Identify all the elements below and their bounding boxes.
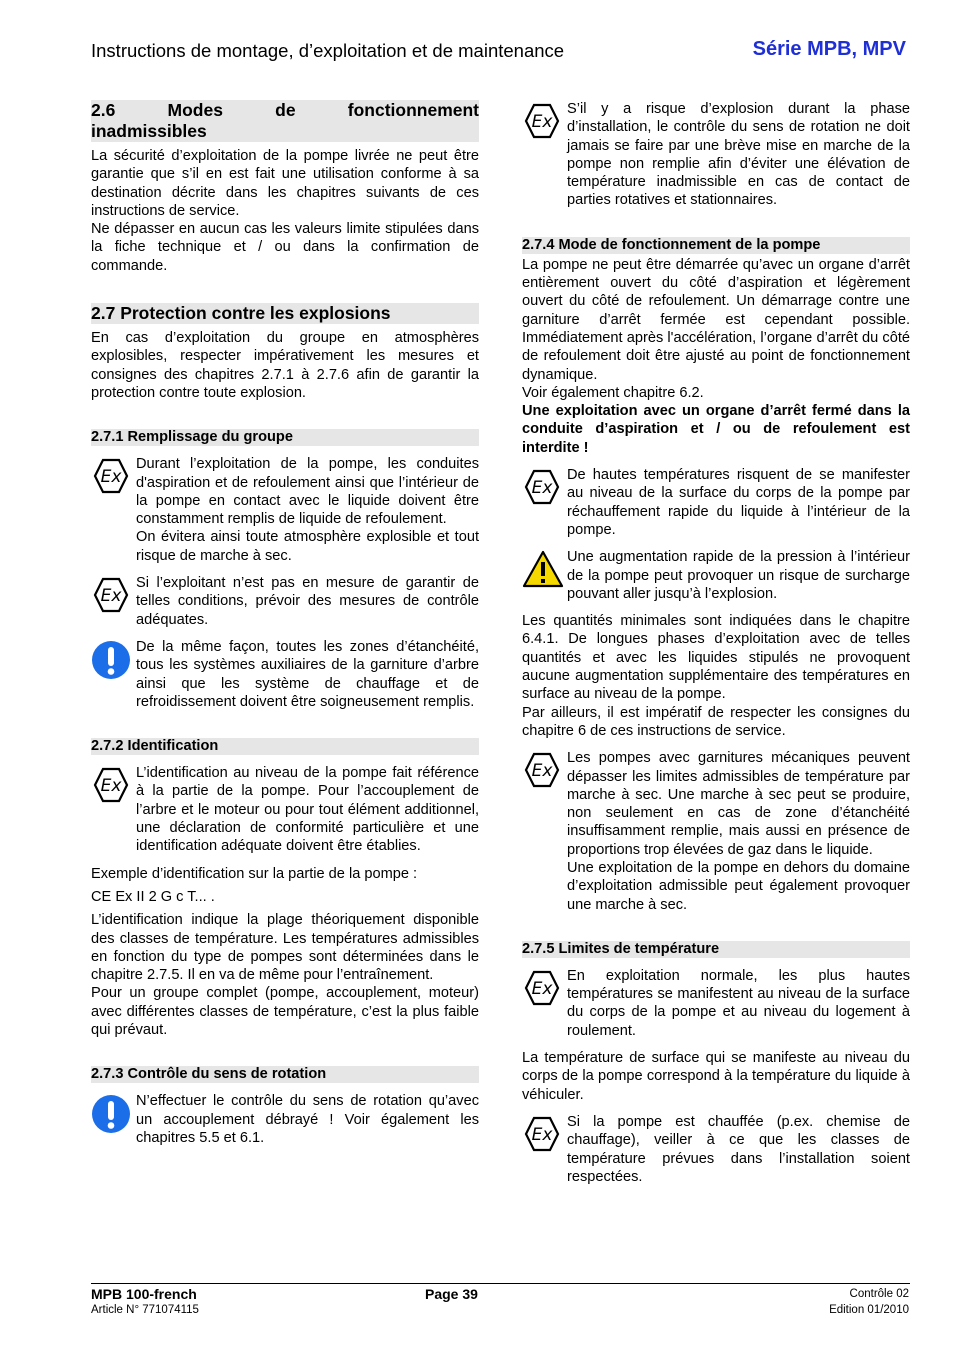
- svg-text:Ex: Ex: [100, 586, 122, 607]
- footer-edition: Edition 01/2010: [829, 1304, 909, 1316]
- paragraph: On évitera ainsi toute atmosphère explosible et tout risque de marche à sec.: [136, 529, 479, 564]
- paragraph: CE Ex II 2 G c T... .: [91, 888, 215, 905]
- footer-control: Contrôle 02: [849, 1288, 909, 1300]
- heading-2-7-3: 2.7.3 Contrôle du sens de rotation: [91, 1066, 479, 1083]
- paragraph: L’identification au niveau de la pompe fait référence à la partie de la pompe. Pour l’accouplement de l’arbre et le moteur ou pour tout élément additionnel, une déclaration de conformité particulière et une identification adéquate doivent être établies.: [136, 765, 479, 855]
- warning-triangle-icon: [522, 550, 564, 588]
- svg-text:Ex: Ex: [531, 978, 553, 999]
- heading-2-7: 2.7 Protection contre les explosions: [91, 303, 479, 324]
- ex-note: [91, 764, 479, 855]
- paragraph: Par ailleurs, il est impératif de respecter les consignes du chapitre 6 de ces instructions de service.: [522, 704, 910, 739]
- paragraph: Exemple d’identification sur la partie de la pompe :: [91, 865, 418, 882]
- heading-2-6: 2.6 Modes de fonctionnement inadmissibles: [91, 100, 479, 141]
- ex-note: [522, 466, 910, 539]
- paragraph: Pour un groupe complet (pompe, accouplement, moteur) avec différentes classes de température, c’est la plus faible qui prévaut.: [91, 985, 479, 1038]
- ex-note: [522, 1113, 910, 1186]
- exclamation-info-icon: [91, 640, 131, 680]
- paragraph: S’il y a risque d’explosion durant la phase d’installation, le contrôle du sens de rotation ne doit jamais se faire par une brève mise en marche de la pompe non remplie afin d’éviter une élévation de température inadmissible en cas de contact de parties rotatives et stationnaires.: [567, 101, 910, 209]
- right-column: [522, 100, 910, 1186]
- paragraph: La sécurité d’exploitation de la pompe livrée ne peut être garantie que s’il en est fait une utilisation conforme à sa destination décrite dans les chapitres suivants de ces instructions de service.: [91, 148, 479, 219]
- ex-icon: [91, 457, 131, 495]
- ex-icon: [522, 969, 562, 1007]
- ex-note: [522, 967, 910, 1040]
- paragraph: Si l’exploitant n’est pas en mesure de garantir de telles conditions, prévoir des mesures de contrôle adéquates.: [136, 575, 479, 628]
- warning-note: [522, 548, 910, 603]
- footer-page: Page 39: [425, 1286, 478, 1302]
- svg-text:Ex: Ex: [531, 1124, 553, 1145]
- footer-doc: MPB 100-french: [91, 1286, 197, 1302]
- heading-2-7-1: 2.7.1 Remplissage du groupe: [91, 429, 479, 446]
- ex-icon: [91, 576, 131, 614]
- heading-2-7-4: 2.7.4 Mode de fonctionnement de la pompe: [522, 237, 910, 254]
- paragraph: L’identification indique la plage théoriquement disponible des classes de température. Les températures admissibles en fonction du type de pompes sont déterminées dans le chapitre 2.7.5. Il en va de même pour l’entraînement.: [91, 912, 479, 984]
- ex-note: [522, 749, 910, 914]
- ex-icon: [522, 102, 562, 140]
- paragraph: Durant l’exploitation de la pompe, les conduites d'aspiration et de refoulement ainsi que l’intérieur de la pompe en contact avec le liquide doivent être constamment remplis de liquide de refoulement.: [136, 456, 479, 528]
- paragraph: En exploitation normale, les plus hautes températures se manifestent au niveau de la surface du corps de la pompe et au niveau du logement à roulement.: [567, 967, 910, 1039]
- paragraph: Une augmentation rapide de la pression à l’intérieur de la pompe peut provoquer un risque de surcharge pouvant aller jusqu’à l’explosion.: [567, 549, 910, 602]
- ex-icon: [522, 751, 562, 789]
- paragraph: Ne dépasser en aucun cas les valeurs limite stipulées dans la fiche technique et / ou dans la confirmation de commande.: [91, 221, 479, 274]
- paragraph: Les quantités minimales sont indiquées dans le chapitre 6.4.1. De longues phases d’exploitation avec de telles quantités et avec les liquides stipulés ne provoquent aucune augmentation supplémentaire des températures en surface au niveau de la pompe.: [522, 613, 910, 703]
- exclamation-info-icon: [91, 1094, 131, 1134]
- footer-article: Article N° 771074115: [91, 1304, 199, 1316]
- paragraph: La pompe ne peut être démarrée qu’avec un organe d’arrêt entièrement ouvert du côté d’aspiration et légèrement ouvert du côté de refoulement. Un démarrage contre une garniture d’arrêt fermée est cependant possible. Immédiatement après l'accélération, l’organe d’arrêt du côté de refoulement doit être ajusté au point de fonctionnement dynamique.: [522, 256, 910, 383]
- svg-text:Ex: Ex: [100, 776, 122, 797]
- paragraph: N’effectuer le contrôle du sens de rotation qu’avec un accouplement débrayé ! Voir également les chapitres 5.5 et 6.1.: [136, 1093, 479, 1146]
- ex-note: [91, 455, 479, 565]
- paragraph: En cas d’exploitation du groupe en atmosphères explosibles, respecter impérativement les mesures et consignes des chapitres 2.7.1 à 2.7.6 afin de garantir la protection contre toute explosion.: [91, 330, 479, 401]
- info-note: [91, 1092, 479, 1147]
- ex-note: [522, 100, 910, 210]
- svg-text:Ex: Ex: [100, 467, 122, 488]
- heading-2-7-5: 2.7.5 Limites de température: [522, 941, 910, 958]
- svg-text:Ex: Ex: [531, 761, 553, 782]
- svg-text:Ex: Ex: [531, 478, 553, 499]
- header-series: Série MPB, MPV: [752, 38, 906, 60]
- ex-icon: [522, 1115, 562, 1153]
- header-title: Instructions de montage, d’exploitation et de maintenance: [91, 40, 565, 61]
- paragraph: De la même façon, toutes les zones d’étanchéité, tous les systèmes auxiliaires de la garniture d’arbre ainsi que les système de chauffage et de refroidissement doivent être soigneusement remplis.: [136, 638, 479, 710]
- ex-icon: [522, 468, 562, 506]
- ex-icon: [91, 766, 131, 804]
- svg-text:Ex: Ex: [531, 112, 553, 132]
- paragraph: Les pompes avec garnitures mécaniques peuvent dépasser les limites admissibles de température par marche à sec. Une marche à sec peut se produire, non seulement en cas de zone d’étanchéité insuffisamment remplie, mais aussi en présence de proportions trop élevées de gaz dans le liquide.: [567, 750, 910, 858]
- heading-2-7-2: 2.7.2 Identification: [91, 738, 479, 755]
- paragraph: De hautes températures risquent de se manifester au niveau de la surface du corps de la pompe par réchauffement rapide du liquide à l’intérieur de la pompe.: [567, 467, 910, 538]
- ex-note: [91, 574, 479, 629]
- footer-divider: [91, 1283, 910, 1284]
- info-note: [91, 638, 479, 711]
- left-column: [91, 100, 479, 1147]
- paragraph: Une exploitation de la pompe en dehors du domaine d’exploitation admissible peut également provoquer une marche à sec.: [567, 859, 910, 913]
- paragraph-warning-bold: Une exploitation avec un organe d’arrêt fermé dans la conduite d’aspiration et / ou de refoulement est interdite !: [522, 403, 910, 456]
- paragraph: La température de surface qui se manifeste au niveau du corps de la pompe correspond à la température du liquide à véhiculer.: [522, 1050, 910, 1103]
- paragraph: Voir également chapitre 6.2.: [522, 384, 704, 401]
- paragraph: Si la pompe est chauffée (p.ex. chemise de chauffage), veiller à ce que les classes de température prévues dans l’installation soient respectées.: [567, 1113, 910, 1185]
